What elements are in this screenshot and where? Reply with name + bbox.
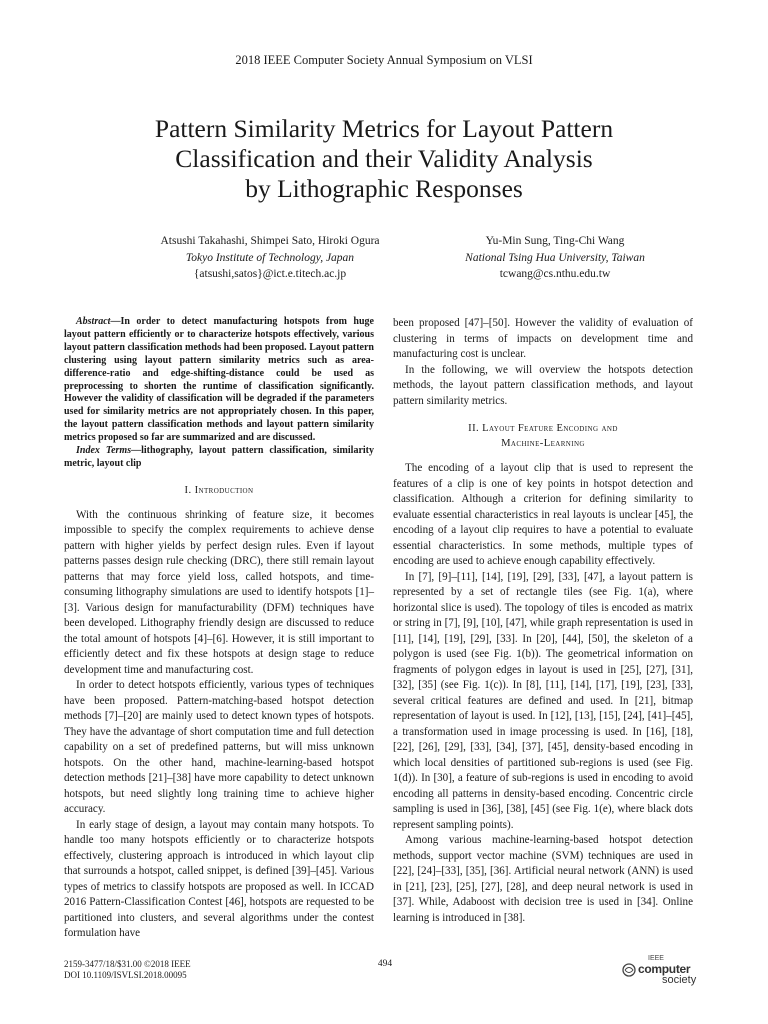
paragraph: In order to detect hotspots efficiently, various types of techniques have been proposed. Pattern-matching-based hotspot detection methods [7]–[20] are mainly used to detect known types of hotspots. They have the advantage of short computation time and full detection capability on a set of predefined patterns, but will miss unknown hotspots. On the other hand, machine-learning-based hotspot detection methods [21]–[38] have more capability to detect unknown hotspots, but need slightly long training time to achieve higher accuracy.	[64, 679, 374, 816]
left-column	[64, 316, 374, 942]
author-affiliation: Tokyo Institute of Technology, Japan	[185, 251, 355, 264]
footer-copyright	[64, 959, 191, 981]
index-terms-text: —lithography, layout pattern classification, similarity metric, layout clip	[64, 445, 374, 469]
logo-ieee-text: IEEE	[648, 955, 664, 962]
author-block-left	[125, 233, 415, 283]
title-line: by Lithographic Responses	[245, 174, 523, 203]
abstract-label: Abstract	[76, 316, 111, 327]
abstract-text: —In order to detect manufacturing hotspots from huge layout pattern efficiently or to characterize hotspots effectively, various layout pattern classification methods had been proposed. Layout pattern clustering using layout pattern similarity metrics such as area-difference-ratio and edge-shifting-distance could be used as preprocessing to shorten the runtime of classification significantly. However the validity of classification will be degraded if the parameters used for similarity metrics are not appropriately chosen. In this paper, the layout pattern classification methods and layout pattern similarity metrics proposed so far are summarized and are discussed.	[64, 316, 374, 444]
title-line: Pattern Similarity Metrics for Layout Pattern	[154, 114, 614, 143]
section-title: Introduction	[194, 484, 254, 496]
footer-doi: DOI 10.1109/ISVLSI.2018.00095	[64, 970, 187, 980]
paragraph: In early stage of design, a layout may contain many hotspots. To handle too many hotspots efficiently or to characterize hotspots effectively, clustering approach is introduced in which layout clip that surrounds a hotspot, called snippet, is defined [39]–[45]. Various types of metrics to classify hotspots are proposed as well. In ICCAD 2016 Pattern-Classification Contest [46], hotspots are requested to be partitioned into clusters, and several algorithms under the contest formulation have	[64, 818, 374, 940]
swirl-icon	[622, 963, 636, 977]
venue-header: 2018 IEEE Computer Society Annual Symposium on VLSI	[235, 53, 533, 67]
ieee-computer-society-logo	[622, 955, 702, 991]
paper-title	[60, 114, 708, 204]
right-column	[393, 316, 693, 926]
author-block-right	[430, 233, 680, 283]
footer-issn: 2159-3477/18/$31.00 ©2018 IEEE	[64, 959, 191, 969]
author-affiliation: National Tsing Hua University, Taiwan	[465, 251, 645, 264]
page-number: 494	[377, 959, 393, 969]
section-number: I.	[184, 484, 192, 496]
paragraph: Among various machine-learning-based hotspot detection methods, support vector machine (SVM) techniques are used in [22], [24]–[33], [35], [36]. Artificial neural network (ANN) is used in [21], [23], [25], [27], [28], and deep neural network is used in [37]. While, Adaboost with decision tree is used in [34]. Online learning is introduced in [38].	[393, 834, 693, 924]
index-terms-label: Index Terms	[76, 445, 132, 457]
section-title-line: Machine-Learning	[501, 438, 585, 449]
logo-society-text: society	[662, 974, 697, 986]
section-heading-introduction	[64, 483, 374, 498]
section-title-line: II. Layout Feature Encoding and	[468, 423, 618, 434]
abstract	[64, 316, 374, 471]
paragraph: been proposed [47]–[50]. However the validity of evaluation of clustering in terms of impacts on development time and manufacturing cost is unclear.	[393, 317, 693, 360]
author-email: {atsushi,satos}@ict.e.titech.ac.jp	[193, 268, 347, 280]
paragraph: In the following, we will overview the hotspots detection methods, the layout pattern classification methods, and layout pattern similarity metrics.	[393, 363, 693, 407]
section-heading-layout-feature	[393, 421, 693, 451]
title-line: Classification and their Validity Analysis	[175, 144, 593, 173]
author-names: Yu-Min Sung, Ting-Chi Wang	[485, 235, 625, 247]
paragraph: With the continuous shrinking of feature size, it becomes impossible to specify the complex requirements to achieve dense pattern with higher yields by perfect design rules. Even if layout patterns passes design rule checking (DRC), there still remain layout patterns that may force yield loss, called hotspots, and time-consuming lithography simulations are used to identify hotspots [1]–[3]. Various design for manufacturability (DFM) techniques have been developed. Lithography friendly design are discussed to reduce the total amount of hotspots [4]–[6]. However, it is still important to efficiently detect and fix these hotspots at design stage to reduce development time and manufacturing cost.	[64, 508, 374, 676]
paragraph: The encoding of a layout clip that is used to represent the features of a clip is one of key points in hotspot detection and classification. Although a criterion for defining similarity to evaluate essential characteristics in real layouts is unclear [45], the encoding of a layout clip requires to have a potential to evaluate essential characteristics. In some methods, multiple types of encoding are used to achieve enough capability effectively.	[393, 462, 693, 567]
paragraph: In [7], [9]–[11], [14], [19], [29], [33], [47], a layout pattern is represented by a set of rectangle tiles (see Fig. 1(a), where horizontal slice is used). The topology of tiles is encoded as matrix or string in [7], [9], [10], [47], while graph representation is used in [11], [14], [19], [29], [33]. In [20], [44], [50], the skeleton of a polygon is used (see Fig. 1(b)). The geometrical information on fragments of polygon edges in layout is used in [25], [27], [31], [32], [35] (see Fig. 1(c)). In [8], [11], [14], [17], [19], [23], [33], several critical features are defined and used. In [21], bitmap representation of layout is used. In [12], [13], [15], [24], [41]–[45], a transformation used in image processing is used. In [16], [18], [22], [26], [29], [33], [34], [37], [45], density-based encoding in which local densities of partitioned sub-regions is used (see Fig. 1(d)). In [30], a feature of sub-regions is used in encoding to avoid encoding all patterns in density-based encoding. Concentric circle sampling is used in [36], [38], [45] (see Fig. 1(e), where black dots represent sampling points).	[393, 570, 693, 831]
logo-computer-text: computer	[638, 962, 691, 976]
author-email: tcwang@cs.nthu.edu.tw	[499, 268, 611, 280]
author-names: Atsushi Takahashi, Shimpei Sato, Hiroki Ogura	[160, 235, 380, 247]
